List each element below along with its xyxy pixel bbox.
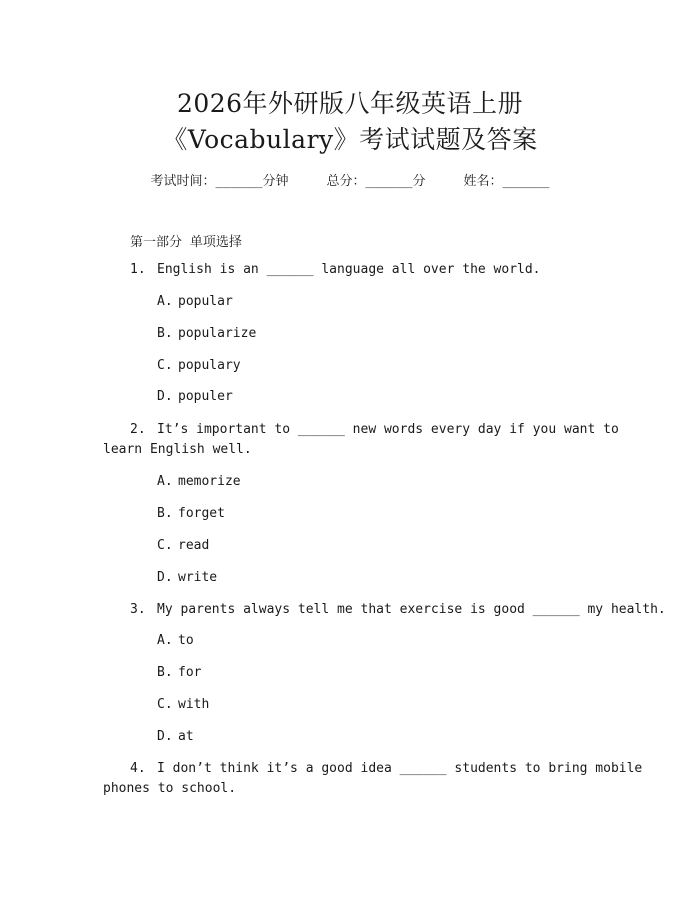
option-text: write bbox=[178, 570, 218, 585]
total-score-label: 总分：______分 bbox=[326, 174, 426, 189]
question-text: My parents always tell me that exercise is good ______ my health. bbox=[157, 602, 666, 617]
question-4-stem-continued: phones to school. bbox=[103, 781, 237, 796]
exam-time-label: 考试时间：______分钟 bbox=[150, 174, 289, 189]
option-letter: C. bbox=[157, 697, 173, 712]
option-letter: A. bbox=[157, 474, 173, 489]
option-letter: A. bbox=[157, 633, 173, 648]
question-4-stem bbox=[130, 761, 642, 776]
question-2-option-c bbox=[157, 538, 209, 553]
exam-info-row bbox=[0, 170, 700, 189]
question-number: 3. bbox=[130, 602, 146, 617]
option-letter: D. bbox=[157, 389, 173, 404]
question-text: It’s important to ______ new words every day if you want to bbox=[157, 422, 619, 437]
option-letter: D. bbox=[157, 570, 173, 585]
option-text: populer bbox=[178, 389, 233, 404]
question-1-option-c bbox=[157, 358, 241, 373]
option-letter: B. bbox=[157, 506, 173, 521]
question-1-option-b bbox=[157, 326, 256, 341]
question-1-option-d bbox=[157, 389, 233, 404]
option-text: popularize bbox=[178, 326, 257, 341]
question-number: 4. bbox=[130, 761, 146, 776]
question-3-option-b bbox=[157, 665, 201, 680]
option-letter: D. bbox=[157, 729, 173, 744]
option-letter: B. bbox=[157, 665, 173, 680]
option-text: with bbox=[178, 697, 210, 712]
document-title-line1: 2026年外研版八年级英语上册 bbox=[176, 89, 524, 118]
option-text: for bbox=[178, 665, 202, 680]
option-letter: C. bbox=[157, 358, 173, 373]
question-2-option-d bbox=[157, 570, 217, 585]
question-1-stem bbox=[130, 262, 541, 277]
question-3-option-a bbox=[157, 633, 194, 648]
document-title-line2: 《Vocabulary》考试试题及答案 bbox=[162, 125, 538, 154]
question-2-stem bbox=[130, 422, 619, 437]
question-2-option-b bbox=[157, 506, 225, 521]
question-number: 2. bbox=[130, 422, 146, 437]
section-title: 第一部分 单项选择 bbox=[130, 235, 242, 250]
question-1-option-a bbox=[157, 294, 233, 309]
question-number: 1. bbox=[130, 262, 146, 277]
question-text: English is an ______ language all over the world. bbox=[157, 262, 541, 277]
question-3-option-c bbox=[157, 697, 209, 712]
question-3-stem bbox=[130, 602, 666, 617]
option-letter: C. bbox=[157, 538, 173, 553]
option-text: at bbox=[178, 729, 194, 744]
option-letter: B. bbox=[157, 326, 173, 341]
question-2-stem-continued: learn English well. bbox=[103, 442, 252, 457]
question-2-option-a bbox=[157, 474, 241, 489]
option-text: populary bbox=[178, 358, 241, 373]
question-3-option-d bbox=[157, 729, 194, 744]
option-letter: A. bbox=[157, 294, 173, 309]
option-text: to bbox=[178, 633, 194, 648]
option-text: forget bbox=[178, 506, 225, 521]
question-text: I don’t think it’s a good idea ______ students to bring mobile bbox=[157, 761, 643, 776]
option-text: read bbox=[178, 538, 210, 553]
option-text: memorize bbox=[178, 474, 241, 489]
student-name-label: 姓名：______ bbox=[463, 174, 550, 189]
option-text: popular bbox=[178, 294, 233, 309]
